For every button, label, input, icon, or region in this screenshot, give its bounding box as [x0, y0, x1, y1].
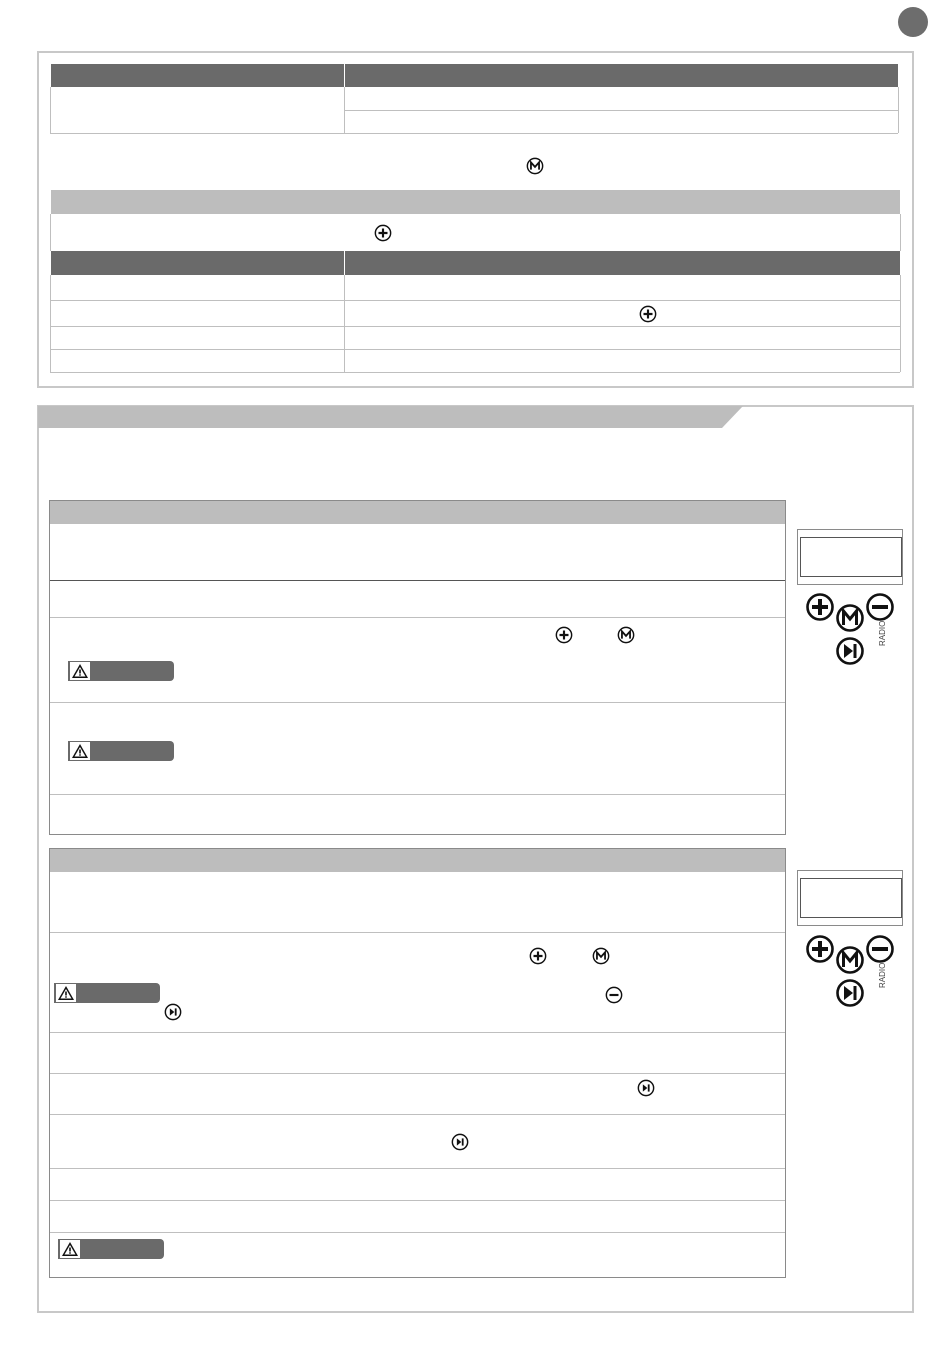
table-2-header-right [345, 251, 900, 275]
procedure-1-row-divider [50, 702, 785, 703]
procedure-1-title-bar [50, 501, 785, 524]
m-circle-icon [592, 947, 610, 965]
procedure-2-row-divider [50, 932, 785, 933]
top-section-frame [37, 51, 914, 388]
warning-triangle-icon [56, 984, 76, 1002]
m-circle-icon [617, 626, 635, 644]
play-next-circle-icon [164, 1003, 182, 1021]
plus-circle-icon [808, 937, 833, 962]
radio-label: RADIO [878, 962, 887, 988]
table-2-bottom-line [50, 372, 900, 373]
table-2-row-line [50, 300, 900, 301]
page-number-badge [898, 7, 928, 37]
procedure-2-row-divider [50, 1232, 785, 1233]
lcd-display-illustration [797, 870, 903, 926]
table-2-row-line [50, 349, 900, 350]
table-2-left-border-a [50, 214, 51, 251]
m-circle-icon [526, 157, 544, 175]
minus-circle-icon [868, 937, 893, 962]
table-2-right-border-b [900, 275, 901, 372]
play-next-circle-icon [451, 1133, 469, 1151]
procedure-2-row-divider [50, 1073, 785, 1074]
warning-triangle-icon [60, 1240, 80, 1258]
plus-circle-icon [808, 595, 833, 620]
table-2-left-border-b [50, 275, 51, 372]
lcd-screen [800, 537, 902, 577]
table-1-row-line [344, 110, 898, 111]
plus-circle-icon [374, 224, 392, 242]
section-title-bar [38, 406, 743, 428]
procedure-1-row-divider [50, 580, 785, 581]
procedure-1-row-divider [50, 617, 785, 618]
procedure-1-row-divider [50, 794, 785, 795]
play-next-circle-icon [838, 981, 863, 1006]
caution-label [68, 661, 174, 681]
procedure-2-row-divider [50, 1114, 785, 1115]
caution-label [68, 741, 174, 761]
table-1-header-left [51, 64, 344, 87]
radio-label: RADIO [878, 620, 887, 646]
table-1-header-right [345, 64, 898, 87]
caution-label [54, 983, 160, 1003]
procedure-2-row-divider [50, 1032, 785, 1033]
warning-triangle-icon [70, 662, 90, 680]
table-1-right-border [898, 87, 899, 133]
m-circle-icon [838, 606, 863, 631]
table-2-row-line [50, 326, 900, 327]
m-circle-icon [838, 948, 863, 973]
play-next-circle-icon [637, 1079, 655, 1097]
caution-label [58, 1239, 164, 1259]
procedure-2-title-bar [50, 849, 785, 872]
minus-circle-icon [605, 986, 623, 1004]
table-2-title-bar [51, 190, 900, 214]
warning-triangle-icon [70, 742, 90, 760]
lcd-screen [800, 878, 902, 918]
lcd-display-illustration [797, 529, 903, 585]
table-2-header-left [51, 251, 344, 275]
table-1-left-border [50, 87, 51, 133]
play-next-circle-icon [838, 639, 863, 664]
plus-circle-icon [529, 947, 547, 965]
table-2-divider [344, 275, 345, 372]
procedure-2-box [49, 848, 786, 1278]
procedure-2-row-divider [50, 1168, 785, 1169]
minus-circle-icon [868, 595, 893, 620]
table-2-right-border-a [900, 214, 901, 251]
table-1-bottom-line [50, 133, 898, 134]
plus-circle-icon [639, 305, 657, 323]
plus-circle-icon [555, 626, 573, 644]
procedure-2-row-divider [50, 1200, 785, 1201]
